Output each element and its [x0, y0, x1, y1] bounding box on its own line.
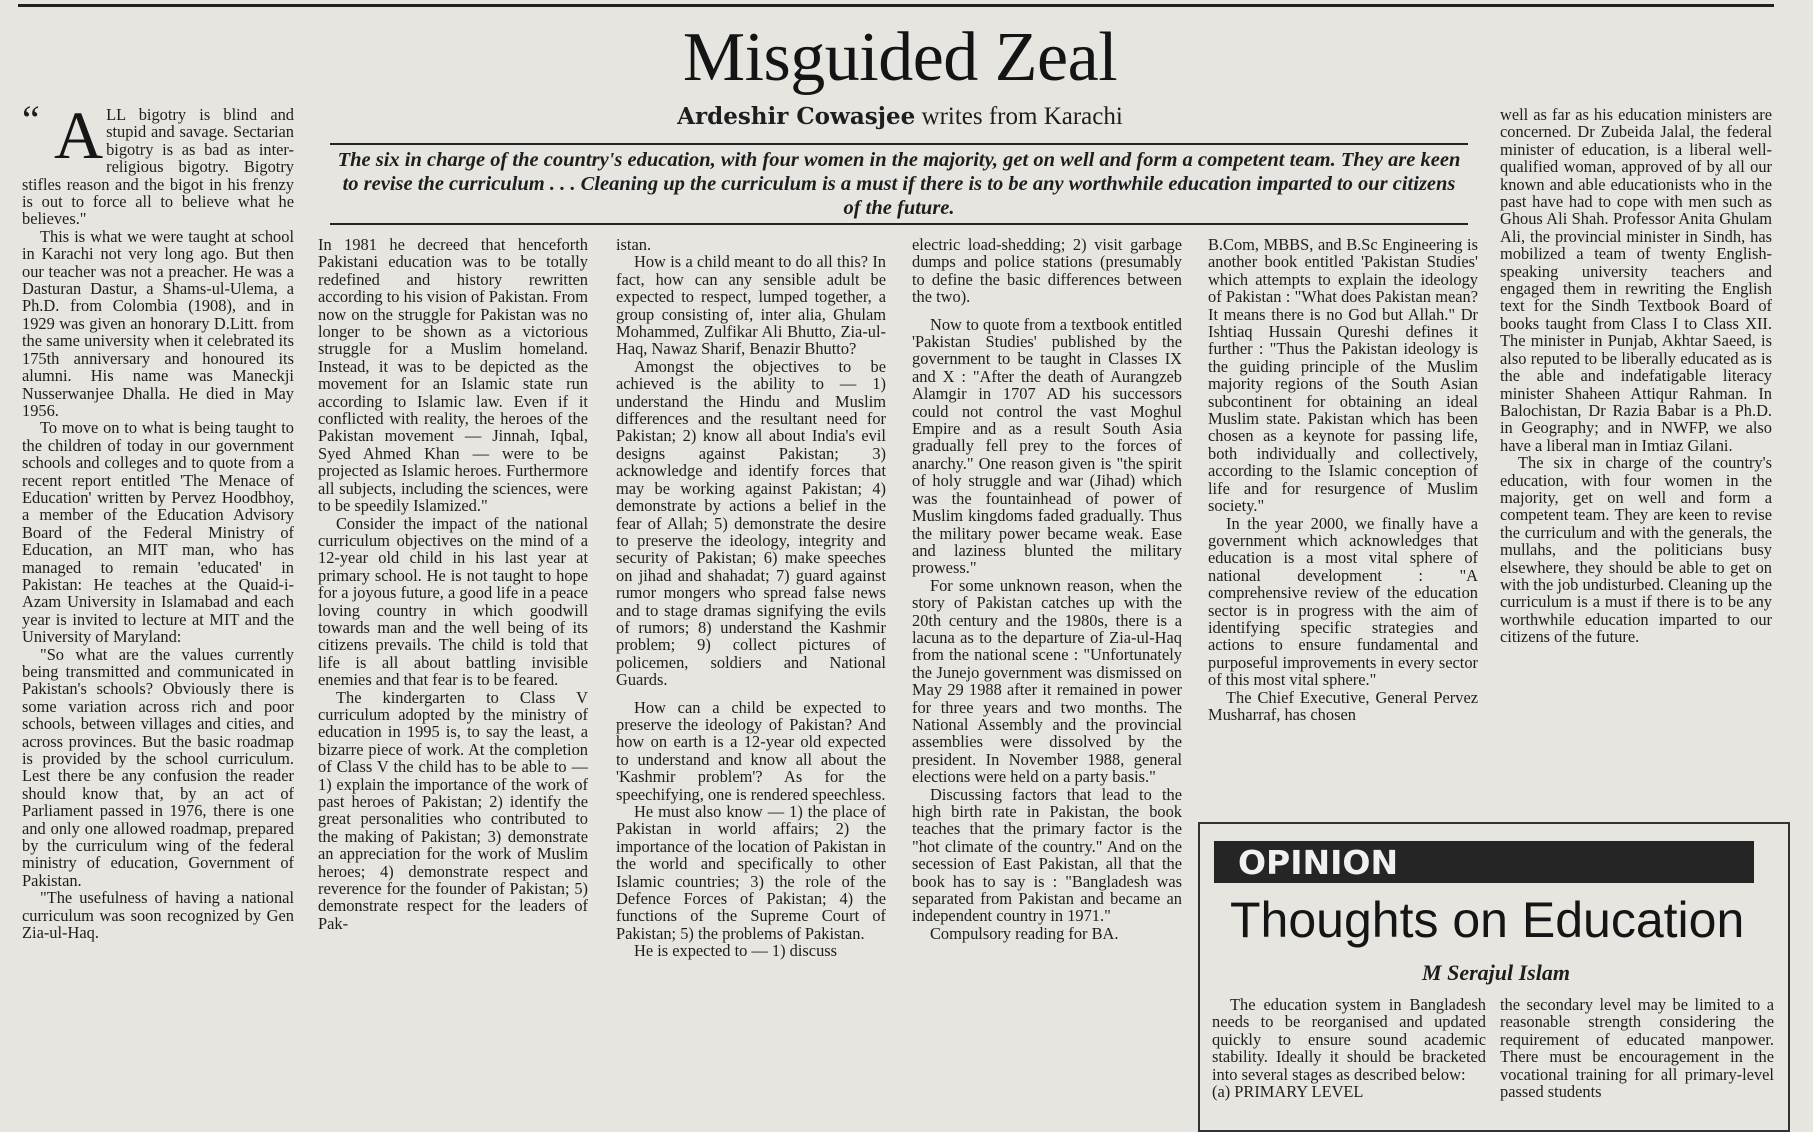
paragraph: "So what are the values currently being transmitted and communicated in Pakistan's schools? Obviously there is some variation across rich and poor schools, between villages and cities, and across provinces. But the basic roadmap is provided by the school curriculum. Lest there be any confusion the reader should know that, by an act of Parliament passed in 1976, there is one and only one allowed roadmap, prepared by the curriculum wing of the federal ministry of education, Government of Pakistan.: [22, 644, 294, 890]
paragraph: He must also know — 1) the place of Pakistan in world affairs; 2) the importance of the location of Pakistan in the world and specifically to other Islamic countries; 3) the role of the Defence Forces of Pakistan; 4) the functions of the Supreme Court of Pakistan; 5) the problems of Pakistan.: [616, 802, 886, 943]
paragraph: the secondary level may be limited to a reasonable strength considering the requirement of educated manpower. There must be encouragement in the vocational training for all primary-level passed students: [1500, 996, 1774, 1102]
article-column-1: [22, 106, 294, 1116]
paragraph: Amongst the objectives to be achieved is the ability to — 1) understand the Hindu and Muslim differences and the resultant need for Pakistan; 2) know all about India's evil designs against Pakistan; 3) acknowledge and identify forces that may be working against Pakistan; 4) demonstrate by actions a belief in the fear of Allah; 5) demonstrate the desire to preserve the ideology, integrity and security of Pakistan; 6) make speeches on jihad and shahadat; 7) guard against rumor mongers who spread false news and to stage dramas signifying the evils of rumors; 8) understand the Kashmir problem; 9) collect pictures of policemen, soldiers and National Guards.: [616, 356, 886, 690]
paragraph: The Chief Executive, General Pervez Musharraf, has chosen: [1208, 687, 1478, 724]
paragraph: Consider the impact of the national curriculum objectives on the mind of a 12-year old child in his last year at primary school. He is not taught to hope for a joyous future, a good life in a peace loving country in which goodwill towards man and the well being of its citizens prevails. The child is told that life is all about battling invisible enemies and that fear is to be feared.: [318, 513, 588, 690]
headline: Misguided Zeal: [682, 19, 1118, 96]
paragraph: Compulsory reading for BA.: [930, 923, 1119, 943]
paragraph: The kindergarten to Class V curriculum adopted by the ministry of education in 1995 is, to say the least, a bizarre piece of work. At the completion of Class V the child has to be able to — 1) explain the importance of the work of past heroes of Pakistan; 2) identify the great personalities who contributed to the making of Pakistan; 3) demonstrate an appreciation for the work of Muslim heroes; 4) demonstrate respect and reverence for the founder of Pakistan; 5) demonstrate respect for the leaders of Pak-: [318, 687, 588, 933]
article-column-5: [1208, 236, 1478, 808]
byline: [560, 102, 1240, 132]
article-column-3: [616, 236, 886, 1116]
opinion-box: [1198, 822, 1790, 1132]
paragraph-text: LL bigotry is blind and stupid and savage. Sectarian bigotry is as bad as inter-religious bigotry. Bigotry stifles reason and the bigot in his frenzy is out to force all to believe what he believes.": [22, 106, 294, 229]
paragraph: [22, 106, 294, 228]
paragraph: This is what we were taught at school in Karachi not very long ago. But then our teacher was not a preacher. He was a Dasturan Dastur, a Shams-ul-Ulema, a Ph.D. from Colombia (1908), and in 1929 was given an honorary D.Litt. from the same university when it celebrated its 175th anniversary and honoured its alumni. His name was Maneckji Nusserwanjee Dhalla. He died in May 1956.: [22, 226, 294, 420]
opinion-title: Thoughts on Education: [1230, 892, 1745, 948]
paragraph: (a) PRIMARY LEVEL: [1212, 1082, 1364, 1102]
paragraph: "The usefulness of having a national curriculum was soon recognized by Gen Zia-ul-Haq.: [22, 888, 294, 943]
paragraph: Now to quote from a textbook entitled 'Pakistan Studies' published by the government to be taught in Classes IX and X : "After the death of Aurangzeb Alamgir in 1707 AD his successors could not control the vast Moghul Empire and as a result South Asia gradually fell prey to the forces of anarchy." One reason given is "the spirit of holy struggle and war (Jihad) which was the fountainhead of power of Muslim kingdoms faded gradually. Thus the military power became weak. Ease and laziness blunted the military prowess.": [912, 314, 1182, 578]
opening-quote-mark: “: [22, 106, 40, 142]
paragraph: For some unknown reason, when the story of Pakistan catches up with the 20th century and the 1980s, there is a lacuna as to the departure of Zia-ul-Haq from the national scene : "Unfortunately the Junejo government was dismissed on May 29 1988 after it remained in power for three years and two months. The National Assembly and the provincial assemblies were dissolved by the president. In November 1988, general elections were held on a party basis.": [912, 575, 1182, 787]
paragraph: istan.: [616, 236, 652, 254]
drop-cap: A: [54, 106, 104, 173]
byline-name: Ardeshir Cowasjee: [677, 103, 916, 130]
opinion-column-2: [1500, 996, 1774, 1132]
paragraph: The education system in Bangladesh needs to be reorganised and updated quickly to ensure sound academic stability. Ideally it should be bracketed into several stages as described below:: [1212, 996, 1486, 1084]
article-column-2: [318, 236, 588, 1116]
paragraph: B.Com, MBBS, and B.Sc Engineering is another book entitled 'Pakistan Studies' which attempts to explain the ideology of Pakistan : "What does Pakistan mean? It means there is no God but Allah." Dr Ishtiaq Hussain Qureshi defines it further : "Thus the Pakistan ideology is the guiding principle of the Muslim majority regions of the South Asian subcontinent for obtaining an ideal Muslim state. Pakistan which has been chosen as a keynote for passing life, both individually and collectively, according to the Islamic conception of life and for resurgence of Muslim society.": [1208, 236, 1478, 516]
article-column-6: [1500, 106, 1772, 816]
paragraph: well as far as his education ministers are concerned. Dr Zubeida Jalal, the federal minister of education, is a liberal well-qualified woman, approved of by all our known and able educationists who in the past have had to cope with men such as Ghous Ali Shah. Professor Anita Ghulam Ali, the provincial minister in Sindh, has mobilized a team of twenty English-speaking university teachers and engaged them in rewriting the English text for the Sindh Textbook Board of books taught from Class I to Class XII. The minister in Punjab, Akhtar Saeed, is also reputed to be liberally educated as is the able and indefatigable literacy minister Shaheen Attiqur Rahman. In Balochistan, Dr Razia Babar is a Ph.D. in Geography; and in NWFP, we also have a liberal man in Imtiaz Gilani.: [1500, 106, 1772, 455]
paragraph: In the year 2000, we finally have a government which acknowledges that education is a most vital sphere of national development : "A comprehensive review of the education sector is in progress with the aim of identifying specific strategies and actions to ensure fundamental and purposeful improvements in every sector of this most vital sphere.": [1208, 513, 1478, 690]
opinion-label: OPINION: [1238, 843, 1399, 882]
byline-rest: writes from Karachi: [915, 103, 1123, 130]
article-column-4: [912, 236, 1182, 1116]
paragraph: How can a child be expected to preserve the ideology of Pakistan? And how on earth is a 12-year old expected to understand and know all about the 'Kashmir problem'? As for the speechifying, one is rendered speechless.: [616, 697, 886, 804]
paragraph: To move on to what is being taught to the children of today in our government schools and colleges and to quote from a recent report entitled 'The Menace of Education' written by Pervez Hoodbhoy, a member of the Education Advisory Board of the Federal Ministry of Education, an MIT man, who has managed to remain 'educated' in Pakistan: He teaches at the Quaid-i-Azam University in Islamabad and each year is invited to lecture at MIT and the University of Maryland:: [22, 418, 294, 647]
paragraph: Discussing factors that lead to the high birth rate in Pakistan, the book teaches that the primary factor is the "hot climate of the country." And on the secession of East Pakistan, all that the book has to say is : "Bangladesh was separated from Pakistan and became an independent country in 1971.": [912, 784, 1182, 926]
top-rule: [18, 4, 1774, 7]
paragraph: How is a child meant to do all this? In fact, how can any sensible adult be expected to respect, lumped together, a group consisting of, inter alia, Ghulam Mohammed, Zulfikar Ali Bhutto, Zia-ul-Haq, Nawaz Sharif, Benazir Bhutto?: [616, 252, 886, 359]
paragraph: electric load-shedding; 2) visit garbage dumps and police stations (presumably to define the basic differences between the two).: [912, 236, 1182, 307]
standfirst: The six in charge of the country's education, with four women in the majority, get on well and form a competent team. They are keen to revise the curriculum . . . Cleaning up the curriculum is a must if there is to be any worthwhile education imparted to our citizens of the future.: [330, 143, 1468, 225]
paragraph: The six in charge of the country's education, with four women in the majority, get on well and form a competent team. They are keen to revise the curriculum and with the generals, the mullahs, and the politicians busy elsewhere, they should be able to get on with the job undisturbed. Cleaning up the curriculum is a must if there is to be any worthwhile education imparted to our citizens of the future.: [1500, 453, 1772, 647]
paragraph: He is expected to — 1) discuss: [634, 941, 838, 961]
paragraph: In 1981 he decreed that henceforth Pakistani education was to be totally redefined and history rewritten according to his vision of Pakistan. From now on the struggle for Pakistan was no longer to be shown as a victorious struggle for a Muslim homeland. Instead, it was to be depicted as the movement for an Islamic state run according to Islamic law. Even if it conflicted with reality, the heroes of the Pakistan movement — Jinnah, Iqbal, Syed Ahmed Khan — were to be projected as Islamic heroes. Furthermore all subjects, including the sciences, were to be speedily Islamized.": [318, 236, 588, 516]
opinion-author: M Serajul Islam: [1422, 960, 1570, 985]
opinion-column-1: [1212, 996, 1486, 1132]
